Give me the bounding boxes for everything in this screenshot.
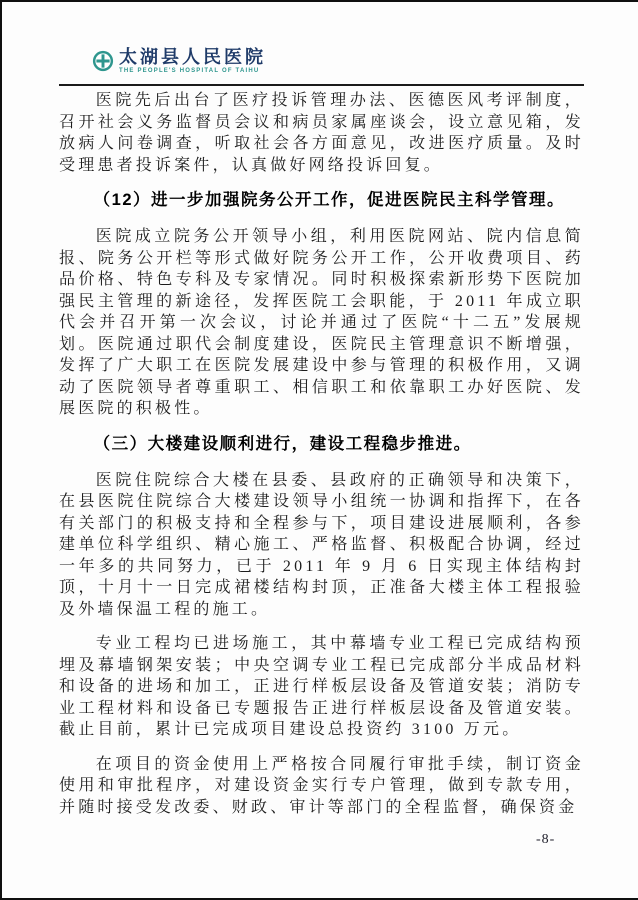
- page-header: [59, 46, 584, 86]
- paragraph-fund-management: 在项目的资金使用上严格按合同履行审批手续，制订资金使用和审批程序，对建设资金实行专户管理，做到专款专用，并随时接受发改委、财政、审计等部门的全程监督，确保资金: [59, 755, 584, 816]
- hospital-logo-block: [92, 48, 584, 74]
- paragraph-building-progress: 医院住院综合大楼在县委、县政府的正确领导和决策下，在县医院住院综合大楼建设领导小组统一协调和指挥下，在各有关部门的积极支持和全程参与下，项目建设进展顺利，各参建单位科学组织、精心施工、严格监督、积极配合协调，经过一年多的共同努力，已于 2011 年 9 月 6 日实现主体结构封顶，十月十一日完成裙楼结构封顶，正准备大楼主体工程报验及外墙保温工程的施工。: [59, 471, 584, 618]
- section-heading-3-building-construction: （三）大楼建设顺利进行，建设工程稳步推进。: [93, 434, 472, 453]
- hospital-name: 太湖县人民医院: [119, 47, 266, 67]
- paragraph-complaints-system: 医院先后出台了医疗投诉管理办法、医德医风考评制度，召开社会义务监督员会议和病员家属座谈会，设立意见箱，发放病人问卷调查，听取社会各方面意见，改进医疗质量。及时受理患者投诉案件，认真做好网络投诉回复。: [59, 92, 584, 174]
- hospital-brand: [119, 48, 266, 74]
- hospital-name-english: THE PEOPLE'S HOSPITAL OF TAIHU: [119, 68, 260, 74]
- paragraph-specialty-works: 专业工程均已进场施工，其中幕墙专业工程已完成结构预埋及幕墙钢架安装；中央空调专业工程已完成部分半成品材料和设备的进场和加工，正进行样板层设备及管道安装；消防专业工程材料和设备已专题报告正进行样板层设备及管道安装。截止目前，累计已完成项目建设总投资约 3100 万元。: [59, 635, 584, 738]
- section-heading-12-open-affairs: （12）进一步加强院务公开工作，促进医院民主科学管理。: [93, 191, 565, 209]
- paragraph-open-affairs-detail: 医院成立院务公开领导小组，利用医院网站、院内信息简报、院务公开栏等形式做好院务公开工作，公开收费项目、药品价格、特色专科及专家情况。同时积极探索新形势下医院加强民主管理的新途径，发挥医院工会职能，于 2011 年成立职代会并召开第一次会议，讨论并通过了医院“十二五”发展规划。医院通过职代会制度建设，医院民主管理意识不断增强，发挥了广大职工在医院发展建设中参与管理的积极作用，又调动了医院领导者尊重职工、相信职工和依靠职工办好医院、发展医院的积极性。: [59, 228, 584, 417]
- page-number: -8-: [536, 832, 556, 847]
- hospital-cross-icon: [92, 50, 114, 72]
- document-body: [59, 90, 584, 831]
